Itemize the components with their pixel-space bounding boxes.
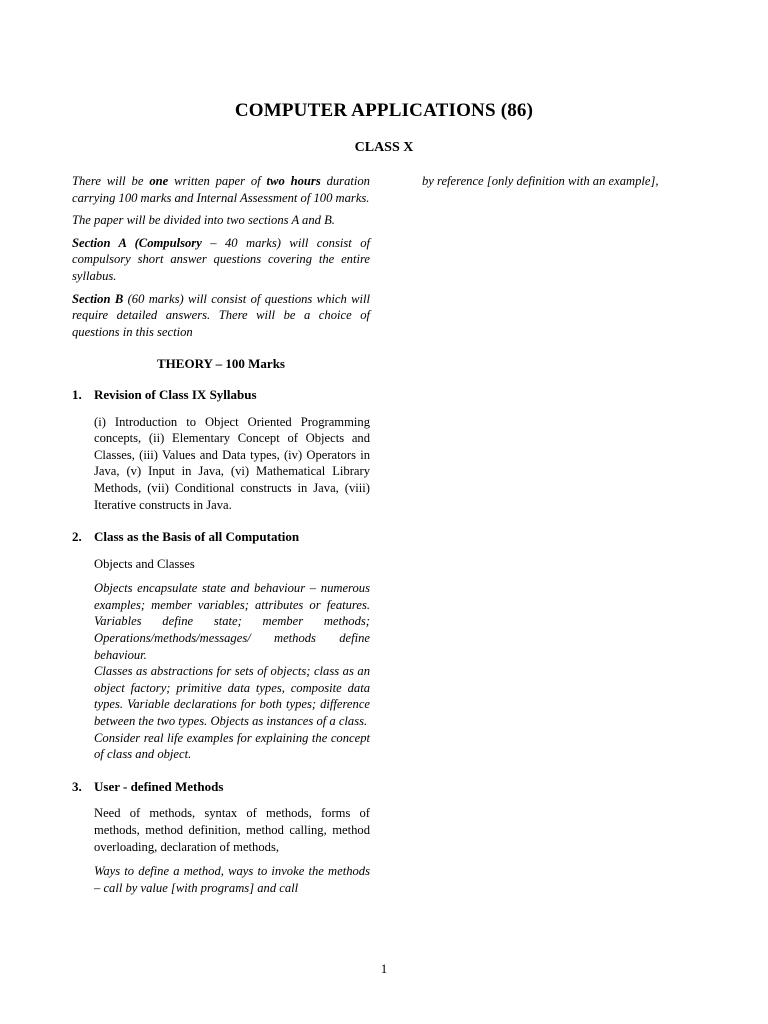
- section-body-examples: Consider real life examples for explaining the concept of class and object.: [94, 730, 370, 762]
- section-heading: [72, 779, 370, 796]
- left-column: [72, 173, 370, 912]
- intro-text: There will be: [72, 174, 150, 188]
- intro-block: [72, 173, 370, 340]
- right-column: [422, 173, 682, 190]
- section-title: Revision of Class IX Syllabus: [94, 386, 257, 402]
- syllabus-section-1: [72, 387, 370, 513]
- section-number: 1.: [72, 386, 82, 402]
- syllabus-section-2: [72, 529, 370, 763]
- section-heading: [72, 529, 370, 546]
- class-subtitle: CLASS X: [354, 140, 414, 155]
- right-column-text: by reference [only definition with an example],: [422, 174, 659, 188]
- section-body-classes: Classes as abstractions for sets of objects; class as an object factory; primitive data types, composite data types. Variable declarations for both types; difference between the two types. Objects as instances of a class.: [94, 664, 370, 729]
- section-body-invoke: Ways to define a method, ways to invoke the methods – call by value [with programs] and call: [94, 864, 370, 895]
- section-number: 2.: [72, 529, 82, 545]
- page-number: 1: [380, 961, 388, 976]
- section-heading: [72, 387, 370, 404]
- intro-emphasis-one: one: [149, 174, 169, 188]
- intro-text: written paper of: [168, 174, 267, 188]
- section-number: 3.: [72, 778, 82, 794]
- intro-paragraph-1: [72, 173, 370, 206]
- intro-paragraph-3: [72, 235, 370, 285]
- section-a-label: Section A (Compulsory: [72, 235, 202, 250]
- syllabus-section-3: [72, 779, 370, 897]
- section-b-text: (60 marks) will consist of questions which will require detailed answers. There will be a choice of questions in this section: [72, 291, 371, 339]
- section-b-label: Section B: [72, 291, 124, 306]
- section-a-text: – 40 marks) will consist of compulsory short answer questions covering the entire syllabus.: [72, 235, 370, 283]
- section-title: Class as the Basis of all Computation: [94, 529, 300, 545]
- intro-emphasis-duration: two hours: [266, 174, 321, 188]
- intro-paragraph-2: The paper will be divided into two sections A and B.: [72, 213, 335, 228]
- section-body: (i) Introduction to Object Oriented Programming concepts, (ii) Elementary Concept of Objects and Classes, (iii) Values and Data types, (iv) Operators in Java, (v) Input in Java, (vi) Mathematical Library Methods, (vii) Conditional constructs in Java, (viii) Iterative constructs in Java.: [94, 414, 370, 512]
- intro-text: duration carrying 100 marks and Internal Assessment of 100 marks.: [72, 174, 370, 205]
- intro-paragraph-4: [72, 291, 370, 341]
- theory-heading: THEORY – 100 Marks: [157, 356, 285, 372]
- section-body-objects: Objects encapsulate state and behaviour – numerous examples; member variables; attributes or features. Variables define state; member methods; Operations/methods/messages/ methods define behaviour.: [94, 581, 370, 662]
- section-title: User - defined Methods: [94, 778, 224, 794]
- page-title: COMPUTER APPLICATIONS (86): [234, 100, 534, 121]
- section-subheading: Objects and Classes: [94, 556, 195, 571]
- section-body-methods: Need of methods, syntax of methods, forms of methods, method definition, method calling, method overloading, declaration of methods,: [94, 806, 370, 854]
